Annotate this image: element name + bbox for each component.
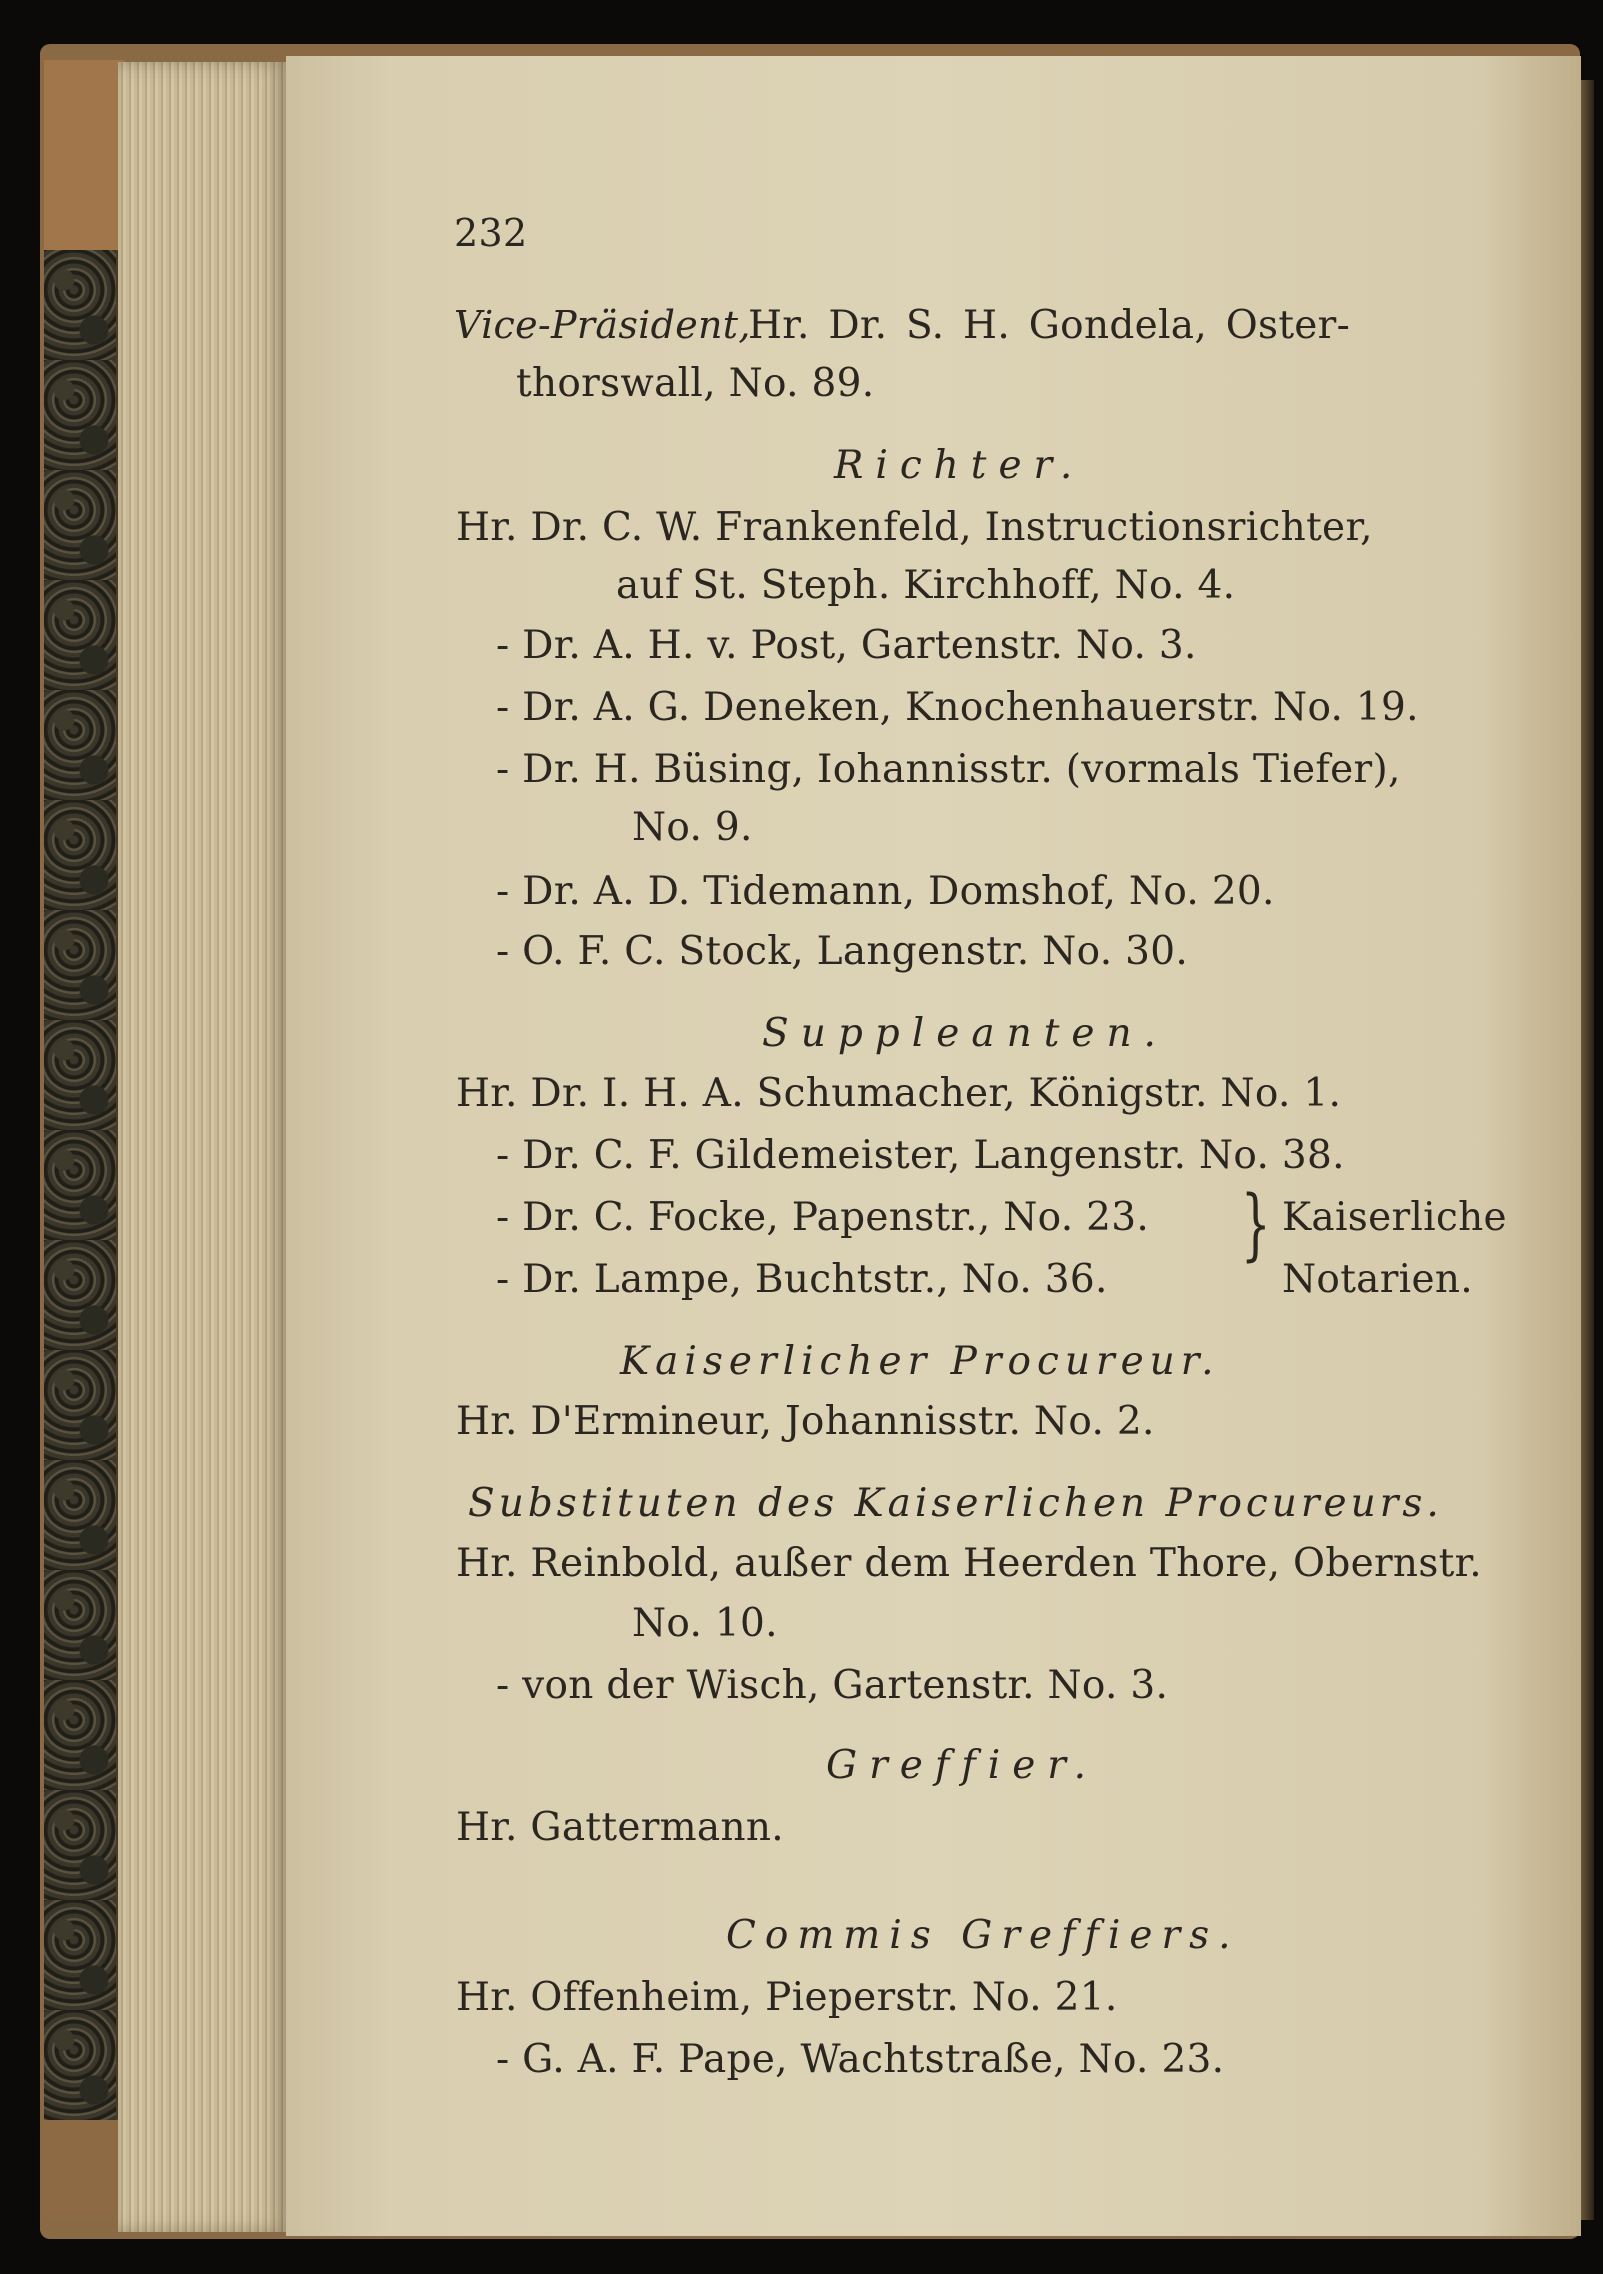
procureur-heading: Kaiserlicher Procureur. xyxy=(620,1339,1220,1384)
leather-corner-top xyxy=(44,60,124,266)
richter-line-2: auf St. Steph. Kirchhoff, No. 4. xyxy=(616,563,1236,608)
page-number: 232 xyxy=(454,211,528,255)
substituten-heading: Substituten des Kaiserlichen Procureurs. xyxy=(468,1481,1443,1526)
vice-president-line-2: thorswall, No. 89. xyxy=(516,361,875,406)
richter-line-6: No. 9. xyxy=(632,805,753,850)
marbled-cover xyxy=(44,250,120,2130)
richter-line-8: - O. F. C. Stock, Langenstr. No. 30. xyxy=(496,929,1189,974)
substituten-line-2: No. 10. xyxy=(632,1601,778,1646)
procureur-line: Hr. D'Ermineur, Johannisstr. No. 2. xyxy=(456,1399,1155,1444)
notarien-label-2: Notarien. xyxy=(1282,1257,1473,1302)
substituten-line-1: Hr. Reinbold, außer dem Heerden Thore, Obernstr. xyxy=(456,1541,1482,1586)
vice-president-title: Vice-Präsident, xyxy=(454,303,751,347)
richter-line-1: Hr. Dr. C. W. Frankenfeld, Instructionsrichter, xyxy=(456,505,1373,550)
commis-line-2: - G. A. F. Pape, Wachtstraße, No. 23. xyxy=(496,2037,1225,2082)
commis-heading: Commis Greffiers. xyxy=(726,1913,1240,1958)
suppleanten-line-4: - Dr. Lampe, Buchtstr., No. 36. xyxy=(496,1257,1108,1302)
richter-line-3: - Dr. A. H. v. Post, Gartenstr. No. 3. xyxy=(496,623,1197,668)
suppleanten-heading: Suppleanten. xyxy=(762,1011,1168,1056)
richter-line-5: - Dr. H. Büsing, Iohannisstr. (vormals Tiefer), xyxy=(496,747,1401,792)
substituten-line-3: - von der Wisch, Gartenstr. No. 3. xyxy=(496,1663,1169,1708)
greffier-line: Hr. Gattermann. xyxy=(456,1805,785,1850)
brace-icon: } xyxy=(1240,1180,1271,1270)
suppleanten-line-2: - Dr. C. F. Gildemeister, Langenstr. No. 38. xyxy=(496,1133,1345,1178)
facing-page-edge xyxy=(1580,80,1594,2220)
richter-heading: Richter. xyxy=(834,443,1085,488)
leather-corner-bottom xyxy=(44,2120,124,2220)
richter-line-7: - Dr. A. D. Tidemann, Domshof, No. 20. xyxy=(496,869,1275,914)
suppleanten-line-1: Hr. Dr. I. H. A. Schumacher, Königstr. No. 1. xyxy=(456,1071,1342,1116)
vice-president-line-1: Hr. Dr. S. H. Gondela, Oster- xyxy=(748,303,1351,348)
greffier-heading: Greffier. xyxy=(826,1743,1099,1788)
page-edges xyxy=(118,62,288,2232)
book-page xyxy=(286,56,1581,2236)
commis-line-1: Hr. Offenheim, Pieperstr. No. 21. xyxy=(456,1975,1118,2020)
notarien-label-1: Kaiserliche xyxy=(1282,1195,1507,1240)
richter-line-4: - Dr. A. G. Deneken, Knochenhauerstr. No. 19. xyxy=(496,685,1419,730)
suppleanten-line-3: - Dr. C. Focke, Papenstr., No. 23. xyxy=(496,1195,1150,1240)
